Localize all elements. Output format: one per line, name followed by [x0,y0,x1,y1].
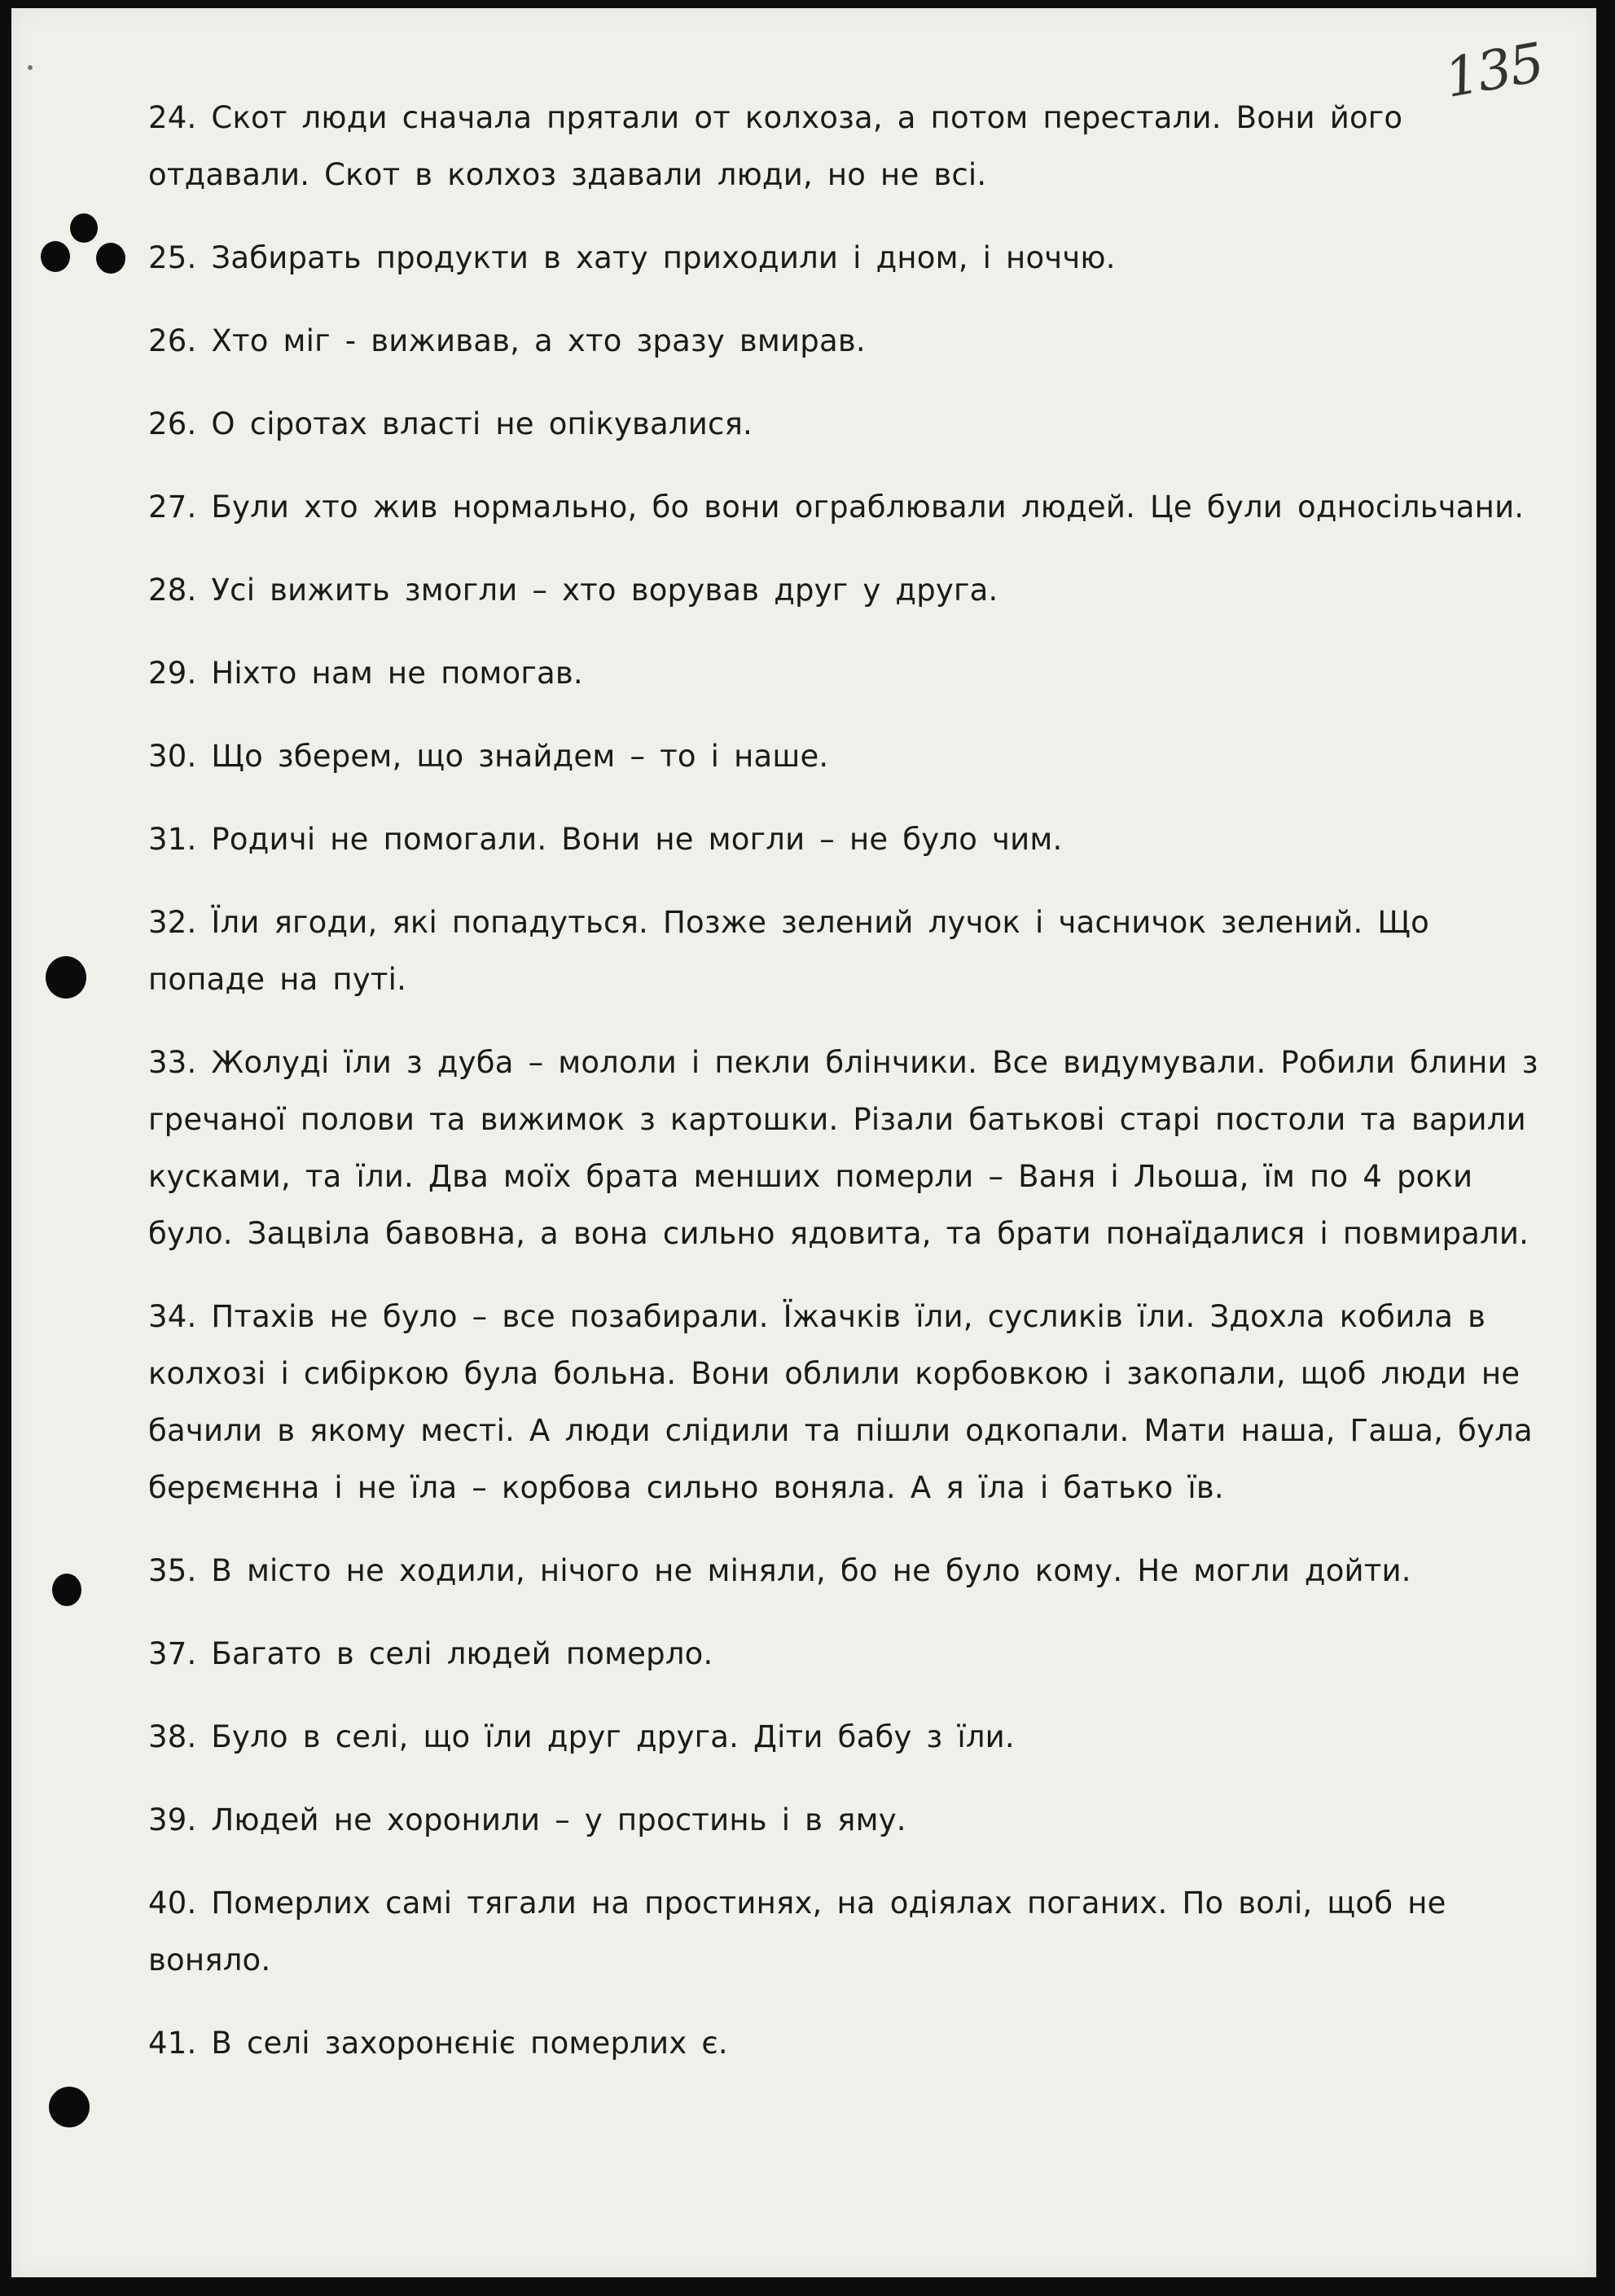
paragraph: 35. В місто не ходили, нічого не міняли, бо не було кому. Не могли дойти. [148,1553,1411,1588]
punch-hole [41,241,70,272]
paragraph: 40. Померлих самі тягали на простинях, на одіялах поганих. По волі, щоб не воняло. [148,1886,1446,1978]
paragraph: 34. Птахів не було – все позабирали. Їжачків їли, сусликів їли. Здохла кобила в колхозі і сибіркою була больна. Вони облили корбовкою і закопали, щоб люди не бачили в якому месті. А люди слідили та пішли одкопали. Мати наша, Гаша, була берємєнна і не їла – корбова сильно воняла. А я їла і батько їв. [148,1299,1533,1505]
paragraph: 29. Ніхто нам не помогав. [148,656,583,691]
paragraph: 27. Були хто жив нормально, бо вони ограблювали людей. Це були односільчани. [148,489,1525,525]
speck [28,65,33,70]
paragraph: 24. Скот люди сначала прятали от колхоза, а потом перестали. Вони його отдавали. Скот в колхоз здавали люди, но не всі. [148,100,1403,192]
punch-hole [49,2087,90,2127]
punch-hole [70,213,98,243]
document-body [148,90,1549,2098]
document-page [11,8,1596,2277]
paragraph: 37. Багато в селі людей померло. [148,1636,713,1671]
paragraph: 33. Жолуді їли з дуба – мололи і пекли блінчики. Все видумували. Робили блини з гречаної полови та вижимок з картошки. Різали батькові старі постоли та варили кусками, та їли. Два моїх брата менших померли – Ваня і Льоша, їм по 4 роки було. Зацвіла бавовна, а вона сильно ядовита, та брати понаїдалися і повмирали. [148,1045,1538,1251]
paragraph: 31. Родичі не помогали. Вони не могли – не було чим. [148,822,1063,857]
paragraph: 38. Було в селі, що їли друг друга. Діти бабу з їли. [148,1719,1015,1754]
paragraph: 26. Хто міг - виживав, а хто зразу вмирав. [148,323,866,358]
paragraph: 28. Усі вижить змогли – хто ворував друг у друга. [148,573,998,608]
punch-hole [52,1574,81,1606]
paragraph: 41. В селі захоронєніє померлих є. [148,2026,728,2061]
folio-number: 135 [1440,31,1547,110]
paragraph: 26. О сіротах власті не опікувалися. [148,406,753,441]
paragraph: 25. Забирать продукти в хату приходили і дном, і ноччю. [148,240,1116,275]
paragraph: 39. Людей не хоронили – у простинь і в яму. [148,1802,906,1837]
paragraph: 32. Їли ягоди, які попадуться. Позже зелений лучок і часничок зелений. Що попаде на путі. [148,905,1429,997]
punch-hole [96,243,125,274]
paragraph: 30. Що зберем, що знайдем – то і наше. [148,739,829,774]
punch-hole [46,956,86,999]
